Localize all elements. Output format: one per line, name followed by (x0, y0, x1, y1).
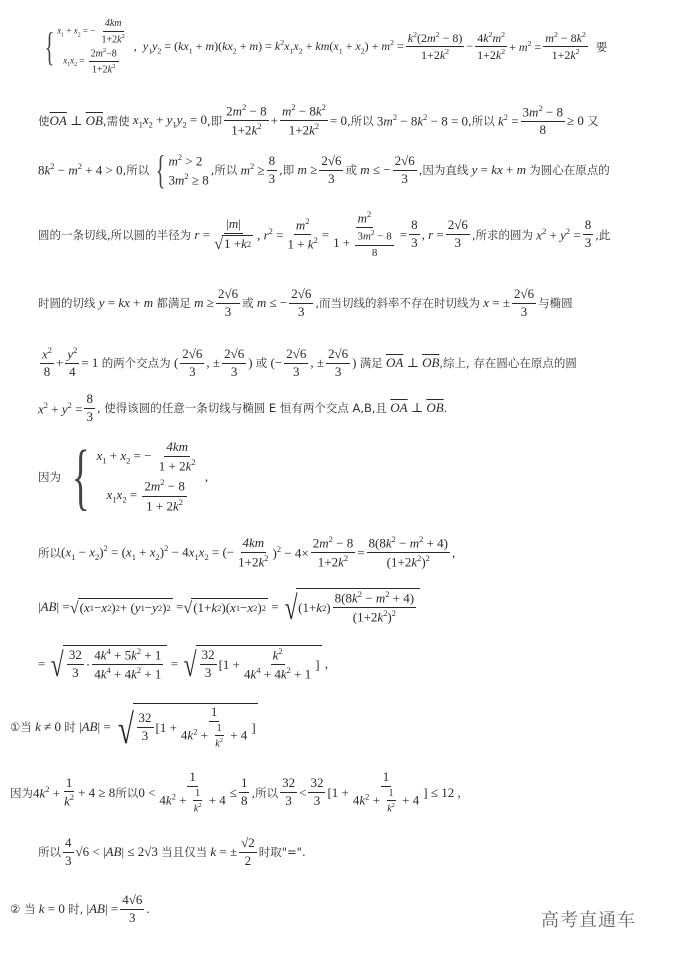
text: 满足 (359, 356, 383, 371)
text: ①当 (10, 719, 32, 734)
text: 时, (68, 902, 84, 917)
text: 又 (587, 113, 599, 128)
text: ,所以 (210, 163, 238, 177)
equation-line-2: 使 $\overline{OA}$ ⊥ $\overline{OB}$ ,需使 $x_1x_2 + y_1y_2 = 0$ ,即 $\frac{2m^2 - 8}{1+2k^2}$ + $\frac{m^2 - 8k^2}{1+2k^2}$ = 0 ,所以 $3m^2 - 8k^2 - 8 = 0$ ,所以 $k^2$ = $\frac{3m^2 - 8}{8}$ ≥ 0 又 (38, 102, 599, 138)
text: ,所以 (347, 113, 374, 128)
text: 或 (255, 356, 268, 371)
text: ,所以 (468, 113, 495, 128)
equation-line-3: $8k^2 - m^2 + 4 > 0$ ,所以 { $m^2 > 2$ $3m^2 \ge 8$ ,所以 $m^2$ ≥ $\frac{8}{3}$ ,即 m ≥ $\frac{2√6}{3}$ 或 m ≤ − $\frac{2√6}{3}$ ,因为直线 y = kx + m 为圆心在原点的 (38, 147, 610, 192)
text: ,需使 (102, 113, 130, 128)
text: 所以 (38, 845, 61, 860)
equation-line-9: 所以 $(x_1 - x_2)^2 = (x_1 + x_2)^2 - 4x_1x_2$ = (− $\frac{4km}{1+2k^2}$ )$^2$ − 4× $\frac{2m^2 - 8}{1+2k^2}$ = $\frac{8(8k^2 - m^2 + 4)}{(1+2k^2)^2}$ , (38, 534, 456, 570)
equation-line-12: ①当 k ≠ 0 时 |AB| = √ $\frac{32}{3}$ [1 + 1 $4k^2$ + $\frac{1}{k^2}$ + 4 ] (10, 704, 256, 752)
system-of-equations: { $x_1 + x_2$ = − $\frac{4km}{1 + 2k^2}$ $x_1x_2$ = $\frac{2m^2 - 8}{1 + 2k^2}$ (71, 436, 196, 518)
text: 所以 (115, 785, 139, 800)
text: ,所求的圆为 (471, 227, 534, 242)
text: ,而当切线的斜率不存在时切线为 (315, 296, 480, 311)
equation-line-11: = √ $\frac{32}{3}$ · $\frac{4k^4 + 5k^2 + 1}{4k^4 + 4k^2 + 1}$ = √ $\frac{32}{3}$ [1 + $\frac{k^2}{4k^4 + 4k^2 + 1}$ ] , (38, 646, 329, 684)
text: 所以 (38, 545, 61, 560)
text-yao: 要 (595, 39, 608, 54)
equation-line-13: 因为 $4k^2$ + $\frac{1}{k^2}$ + 4 ≥ 8 所以 0 < 1 $4k^2$ + $\frac{1}{k^2}$ + 4 ≤ $\frac{1}{8}$ ,所以 $\frac{32}{3}$ < $\frac{32}{3}$ [1 + 1 $4k^2$ + $\frac{1}{k^2}$ + 4 ] ≤ 12 , (10, 769, 461, 815)
text: 与椭圆 (538, 296, 573, 311)
text: ,即 (207, 113, 223, 128)
vector-ob: $\overline{OB}$ (85, 112, 103, 128)
text: ,此 (595, 227, 611, 242)
system-of-equations: { $x_1 + x_2$ = − $\frac{4km}{1+2k^2}$ $x_1x_2$ = $\frac{2m^2-8}{1+2k^2}$ (44, 18, 125, 76)
vector-oa: $\overline{OA}$ (49, 112, 67, 128)
text: ,即 (279, 163, 295, 177)
text: ,所以 (122, 163, 150, 177)
equation-line-15: ② 当 k = 0 时, |AB| = $\frac{4√6}{3}$ . (10, 892, 150, 925)
equation-line-4: 圆的一条切线,所以圆的半径为 r = |m| √ 1 + k 2 , $r^2$ = $\frac{m^2}{1 + k^2}$ = $m^2$ 1 + $\frac{3m^2 - 8}{8}$ = $\frac{8}{3}$ , r = $\frac{2√6}{3}$ ,所求的圆为 $x^2 + y^2$ = $\frac{8}{3}$ ,此 (38, 209, 611, 259)
text: ,综上, 存在圆心在原点的圆 (439, 356, 577, 371)
text: 因为 (38, 470, 61, 484)
text: 因为 (10, 785, 33, 800)
equation-line-7: $x^2 + y^2$ = $\frac{8}{3}$ , 使得该圆的任意一条切线与椭圆 E 恒有两个交点 A,B,且 $\overline{OA}$ ⊥ $\overline{OB}$. (38, 391, 447, 424)
text: 时取"=". (258, 845, 306, 860)
text: , 使得该圆的任意一条切线与椭圆 E 恒有两个交点 A,B,且 (96, 401, 388, 416)
watermark: 高考直通车 (541, 910, 636, 931)
text: 或 (345, 163, 357, 177)
equation-line-5: 时圆的切线 y = kx + m 都满足 m ≥ $\frac{2√6}{3}$ 或 m ≤ − $\frac{2√6}{3}$ ,而当切线的斜率不存在时切线为 x = ± $\frac{2√6}{3}$ 与椭圆 (38, 286, 573, 319)
text: 或 (242, 296, 254, 311)
text: 为圆心在原点的 (529, 163, 610, 177)
text: 当且仅当 (161, 845, 208, 860)
equation-line-10: |AB| = √ ( x 1 − x 2 ) 2 + ( y 1 − y 2 ) 2 = √ (1+ k 2 )( x 1 − x 2 ) 2 = √ (1+ k 2 ) $\frac{8(8k^2 - m^2 + 4)}{(1+2k^2)^2}$ (38, 588, 420, 626)
text: 都满足 (156, 296, 191, 311)
text: 时圆的切线 (38, 296, 96, 311)
text: ② 当 (10, 902, 36, 917)
equation-line-6: $\frac{x^2}{8}$ + $\frac{y^2}{4}$ = 1 的两个交点为 ( $\frac{2√6}{3}$ , ± $\frac{2√6}{3}$ ) 或 (− $\frac{2√6}{3}$ , ± $\frac{2√6}{3}$ ) 满足 $\overline{OA}$ ⊥ $\overline{OB}$ ,综上, 存在圆心在原点的圆 (42, 345, 577, 380)
equation-line-14: 所以 $\frac{4}{3}$ √6 < |AB| ≤ 2√3 当且仅当 k = ± $\frac{√2}{2}$ 时取"=". (38, 835, 306, 868)
equation-line-8: 因为 { $x_1 + x_2$ = − $\frac{4km}{1 + 2k^2}$ $x_1x_2$ = $\frac{2m^2 - 8}{1 + 2k^2}$ , (38, 436, 209, 518)
text: 时 (64, 719, 76, 734)
text: ,因为直线 (418, 163, 469, 177)
text: 圆的一条切线,所以圆的半径为 (38, 227, 192, 242)
text: 使 (38, 113, 50, 128)
text: ,所以 (251, 785, 279, 800)
system-of-inequalities: { $m^2 > 2$ $3m^2 \ge 8$ (156, 147, 209, 192)
equation-line-1: { $x_1 + x_2$ = − $\frac{4km}{1+2k^2}$ $x_1x_2$ = $\frac{2m^2-8}{1+2k^2}$ , $y_1y_2 = (kx_1 + m)(kx_2 + m) = k^2x_1x_2 + km(x_1 + x_2) + m^2$ = $\frac{k^2(2m^2 - 8)}{1+2k^2}$ − $\frac{4k^2m^2}{1+2k^2}$ + $m^2$ = $\frac{m^2 - 8k^2}{1+2k^2}$ 要 (38, 18, 607, 76)
text: 的两个交点为 (101, 356, 171, 371)
